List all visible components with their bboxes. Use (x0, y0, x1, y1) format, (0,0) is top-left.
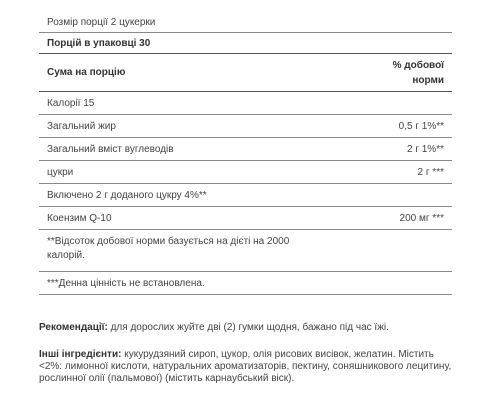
nutrient-row-sugars (39, 161, 452, 184)
recommendations-label: Рекомендації: (39, 322, 108, 333)
nutrient-value: 2 г *** (417, 166, 444, 178)
daily-value-footnote-row (39, 230, 452, 272)
daily-value-header (393, 58, 444, 88)
nutrient-label: Калорії 15 (47, 97, 95, 109)
amount-per-serving-header: Сума на порцію (47, 67, 126, 78)
nutrient-value: 2 г 1%** (406, 143, 444, 155)
other-ingredients-paragraph (39, 349, 459, 385)
servings-per-container-row (39, 33, 452, 54)
daily-value-header-line1: % добової (392, 59, 444, 71)
nutrient-row-added-sugar (39, 184, 452, 207)
other-ingredients-text: кукурудзяний сироп, цукор, олія рисових висівок, желатин. Містить <2%: лимонної кислоти, натуральних ароматизаторів, пектину, соняшникового лецитину, рослинної олії (пальмової) (містить карнаубський віск). (39, 349, 452, 384)
nutrient-label: Загальний вміст вуглеводів (47, 143, 174, 155)
other-ingredients-label: Інші інгредієнти: (39, 349, 122, 360)
nutrient-row-calories (39, 92, 452, 115)
daily-value-footnote: **Відсоток добової норми базується на дієті на 2000 калорій. (47, 236, 290, 261)
nutrient-row-total-carbs (39, 138, 452, 161)
recommendations-text: для дорослих жуйте дві (2) гумки щодня, бажано під час їжі. (107, 322, 389, 333)
nutrient-label: цукри (47, 166, 74, 178)
supplement-facts-table (39, 12, 452, 295)
nutrient-value: 0,5 г 1%** (398, 120, 444, 132)
nutrient-label: Коензим Q-10 (47, 212, 112, 224)
not-established-footnote: ***Денна цінність не встановлена. (47, 277, 205, 289)
serving-size-row (39, 12, 452, 33)
serving-size-label: Розмір порції 2 цукерки (47, 16, 156, 28)
nutrient-value: 200 мг *** (399, 212, 444, 224)
nutrient-label: Загальний жир (47, 120, 116, 132)
servings-per-container-label: Порцій в упаковці 30 (47, 37, 151, 49)
daily-value-header-line2: норми (412, 74, 444, 86)
recommendations-paragraph (39, 322, 459, 334)
table-header-row (39, 54, 452, 92)
nutrient-row-total-fat (39, 115, 452, 138)
nutrient-row-coq10 (39, 207, 452, 230)
nutrient-label: Включено 2 г доданого цукру 4%** (47, 189, 207, 201)
not-established-footnote-row (39, 272, 452, 295)
